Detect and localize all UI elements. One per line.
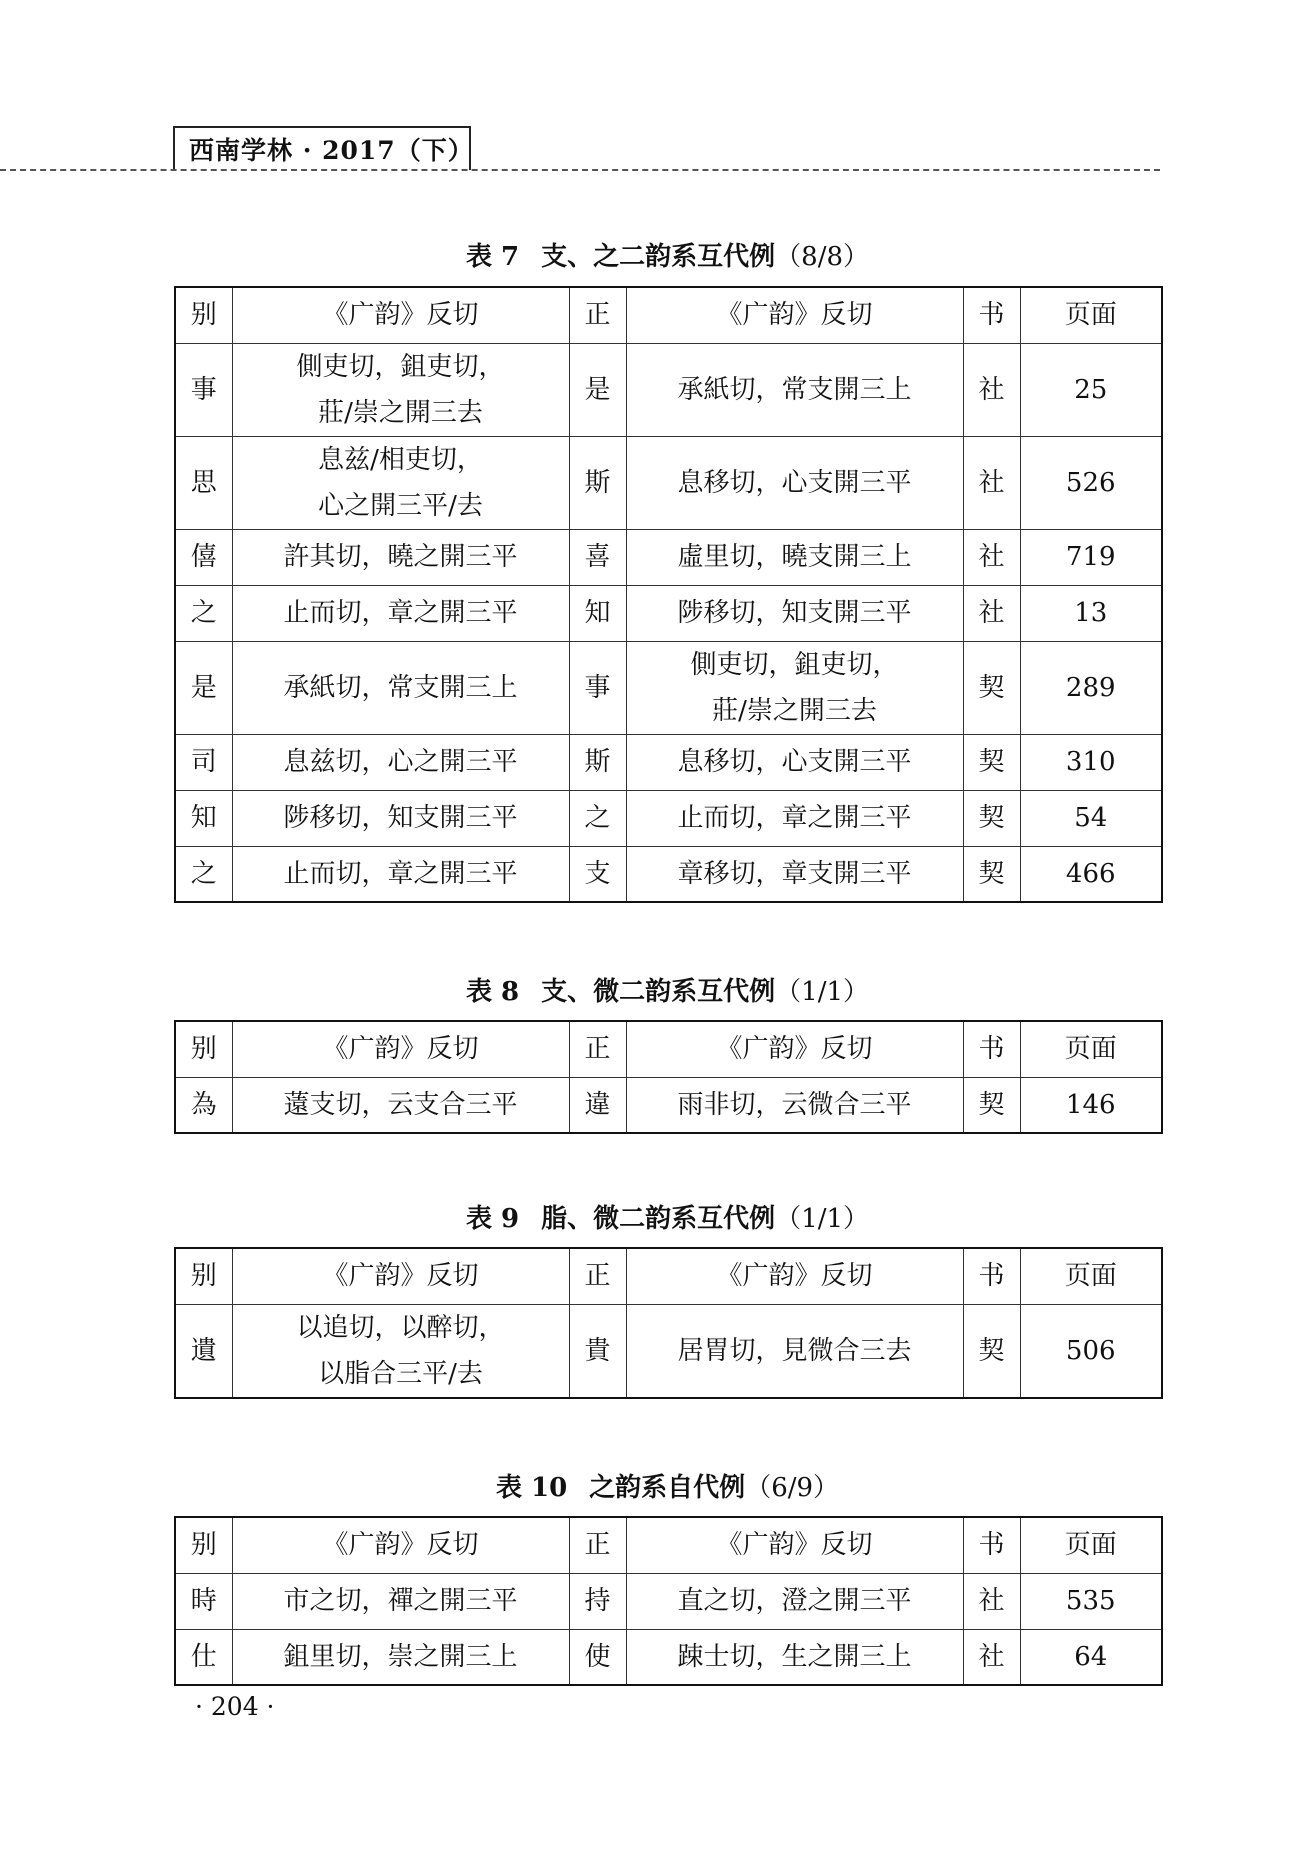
column-header: 正 [569,1517,626,1573]
table-row [175,641,1162,734]
table-header-row [175,1517,1162,1573]
cell-zheng: 知 [569,585,626,641]
cell-page: 535 [1020,1573,1162,1629]
cell-fanqie-1: 許其切，曉之開三平 [232,529,569,585]
cell-zheng: 使 [569,1629,626,1685]
table-title: 支、微二韵系互代例 [541,977,776,1007]
cell-zheng: 事 [569,641,626,734]
cell-bie: 司 [175,734,232,790]
cell-fanqie-2: 止而切，章之開三平 [626,790,963,846]
cell-fanqie-2: 直之切，澄之開三平 [626,1573,963,1629]
running-title: 西南学林 · 2017（下） [189,136,474,165]
table-row [175,1573,1162,1629]
table-caption [174,1202,1161,1236]
cell-bie: 之 [175,846,232,902]
column-header: 《广韵》反切 [232,1248,569,1304]
column-header: 书 [963,1021,1020,1077]
fanqie-line: 側吏切，鉏吏切， [690,649,899,680]
cell-shu: 社 [963,1573,1020,1629]
column-header: 《广韵》反切 [232,1021,569,1077]
cell-bie: 事 [175,343,232,436]
table-row [175,1077,1162,1133]
cell-zheng: 斯 [569,734,626,790]
cell-page: 289 [1020,641,1162,734]
cell-page: 25 [1020,343,1162,436]
cell-fanqie-2: 陟移切，知支開三平 [626,585,963,641]
cell-fanqie-2: 息移切，心支開三平 [626,436,963,529]
table-header-row [175,1021,1162,1077]
cell-shu: 契 [963,1077,1020,1133]
cell-fanqie-1: 市之切，禪之開三平 [232,1573,569,1629]
cell-page: 506 [1020,1304,1162,1398]
table-count: （1/1） [775,977,870,1007]
cell-shu: 契 [963,790,1020,846]
cell-page: 719 [1020,529,1162,585]
column-header: 《广韵》反切 [626,1517,963,1573]
fanqie-line: 莊/崇之開三去 [712,695,877,726]
cell-shu: 契 [963,734,1020,790]
fanqie-line: 息兹/相吏切， [318,444,483,475]
cell-zheng: 之 [569,790,626,846]
cell-fanqie-2 [626,641,963,734]
cell-fanqie-2: 虛里切，曉支開三上 [626,529,963,585]
cell-fanqie-1: 鉏里切，崇之開三上 [232,1629,569,1685]
cell-page: 310 [1020,734,1162,790]
table-row [175,585,1162,641]
cell-zheng: 斯 [569,436,626,529]
table-count: （6/9） [745,1473,840,1503]
column-header: 别 [175,1021,232,1077]
rhyme-table [174,1247,1163,1399]
cell-page: 64 [1020,1629,1162,1685]
fanqie-line: 側吏切，鉏吏切， [296,351,505,382]
table-row [175,1304,1162,1398]
cell-bie: 思 [175,436,232,529]
cell-page: 54 [1020,790,1162,846]
cell-bie: 仕 [175,1629,232,1685]
column-header: 正 [569,287,626,343]
table-number: 表 8 [465,977,520,1007]
table-count: （1/1） [775,1204,870,1234]
running-header [173,126,474,170]
column-header: 书 [963,1248,1020,1304]
cell-zheng: 是 [569,343,626,436]
table-title: 支、之二韵系互代例 [541,242,776,272]
cell-bie: 時 [175,1573,232,1629]
cell-fanqie-1: 止而切，章之開三平 [232,846,569,902]
cell-fanqie-1 [232,436,569,529]
table-row [175,436,1162,529]
rhyme-table [174,286,1163,903]
cell-shu: 契 [963,1304,1020,1398]
table-header-row [175,287,1162,343]
page-number: · 204 · [195,1692,275,1721]
cell-fanqie-2: 章移切，章支開三平 [626,846,963,902]
column-header: 页面 [1020,1517,1162,1573]
cell-fanqie-1 [232,1304,569,1398]
cell-zheng: 支 [569,846,626,902]
table-row [175,846,1162,902]
cell-shu: 社 [963,1629,1020,1685]
cell-fanqie-1: 陟移切，知支開三平 [232,790,569,846]
cell-zheng: 違 [569,1077,626,1133]
header-divider [0,169,1160,171]
column-header: 《广韵》反切 [626,1021,963,1077]
column-header: 页面 [1020,1021,1162,1077]
cell-zheng: 喜 [569,529,626,585]
table-title: 脂、微二韵系互代例 [541,1204,776,1234]
table-number: 表 10 [495,1473,568,1503]
table-row [175,734,1162,790]
column-header: 正 [569,1021,626,1077]
column-header: 书 [963,1517,1020,1573]
table-caption [174,975,1161,1009]
table-caption [174,240,1161,274]
rhyme-table [174,1516,1163,1686]
table-caption [174,1471,1161,1505]
table-row [175,343,1162,436]
table-row [175,529,1162,585]
cell-shu: 社 [963,343,1020,436]
rhyme-table [174,1020,1163,1134]
column-header: 别 [175,1248,232,1304]
cell-bie: 知 [175,790,232,846]
column-header: 《广韵》反切 [626,1248,963,1304]
column-header: 页面 [1020,1248,1162,1304]
fanqie-line: 以追切，以醉切， [296,1312,505,1343]
cell-bie: 僖 [175,529,232,585]
fanqie-line: 心之開三平/去 [318,490,483,521]
column-header: 《广韵》反切 [626,287,963,343]
cell-zheng: 貴 [569,1304,626,1398]
column-header: 《广韵》反切 [232,287,569,343]
cell-page: 13 [1020,585,1162,641]
column-header: 《广韵》反切 [232,1517,569,1573]
cell-shu: 社 [963,436,1020,529]
cell-fanqie-2: 居胃切，見微合三去 [626,1304,963,1398]
column-header: 正 [569,1248,626,1304]
cell-shu: 社 [963,529,1020,585]
cell-bie: 為 [175,1077,232,1133]
table-number: 表 7 [465,242,520,272]
cell-shu: 社 [963,585,1020,641]
cell-fanqie-1: 承紙切，常支開三上 [232,641,569,734]
cell-fanqie-2: 雨非切，云微合三平 [626,1077,963,1133]
cell-fanqie-2: 踈士切，生之開三上 [626,1629,963,1685]
column-header: 书 [963,287,1020,343]
table-row [175,790,1162,846]
table-title: 之韵系自代例 [589,1473,746,1503]
table-number: 表 9 [465,1204,520,1234]
table-header-row [175,1248,1162,1304]
cell-shu: 契 [963,846,1020,902]
column-header: 别 [175,287,232,343]
cell-fanqie-2: 承紙切，常支開三上 [626,343,963,436]
table-row [175,1629,1162,1685]
cell-page: 466 [1020,846,1162,902]
cell-fanqie-1: 息兹切，心之開三平 [232,734,569,790]
cell-fanqie-1: 薳支切，云支合三平 [232,1077,569,1133]
cell-shu: 契 [963,641,1020,734]
column-header: 别 [175,1517,232,1573]
cell-bie: 之 [175,585,232,641]
cell-page: 146 [1020,1077,1162,1133]
column-header: 页面 [1020,287,1162,343]
cell-zheng: 持 [569,1573,626,1629]
cell-bie: 是 [175,641,232,734]
cell-page: 526 [1020,436,1162,529]
cell-fanqie-1: 止而切，章之開三平 [232,585,569,641]
cell-bie: 遺 [175,1304,232,1398]
cell-fanqie-1 [232,343,569,436]
fanqie-line: 以脂合三平/去 [318,1358,483,1389]
fanqie-line: 莊/崇之開三去 [318,397,483,428]
table-count: （8/8） [775,242,870,272]
cell-fanqie-2: 息移切，心支開三平 [626,734,963,790]
